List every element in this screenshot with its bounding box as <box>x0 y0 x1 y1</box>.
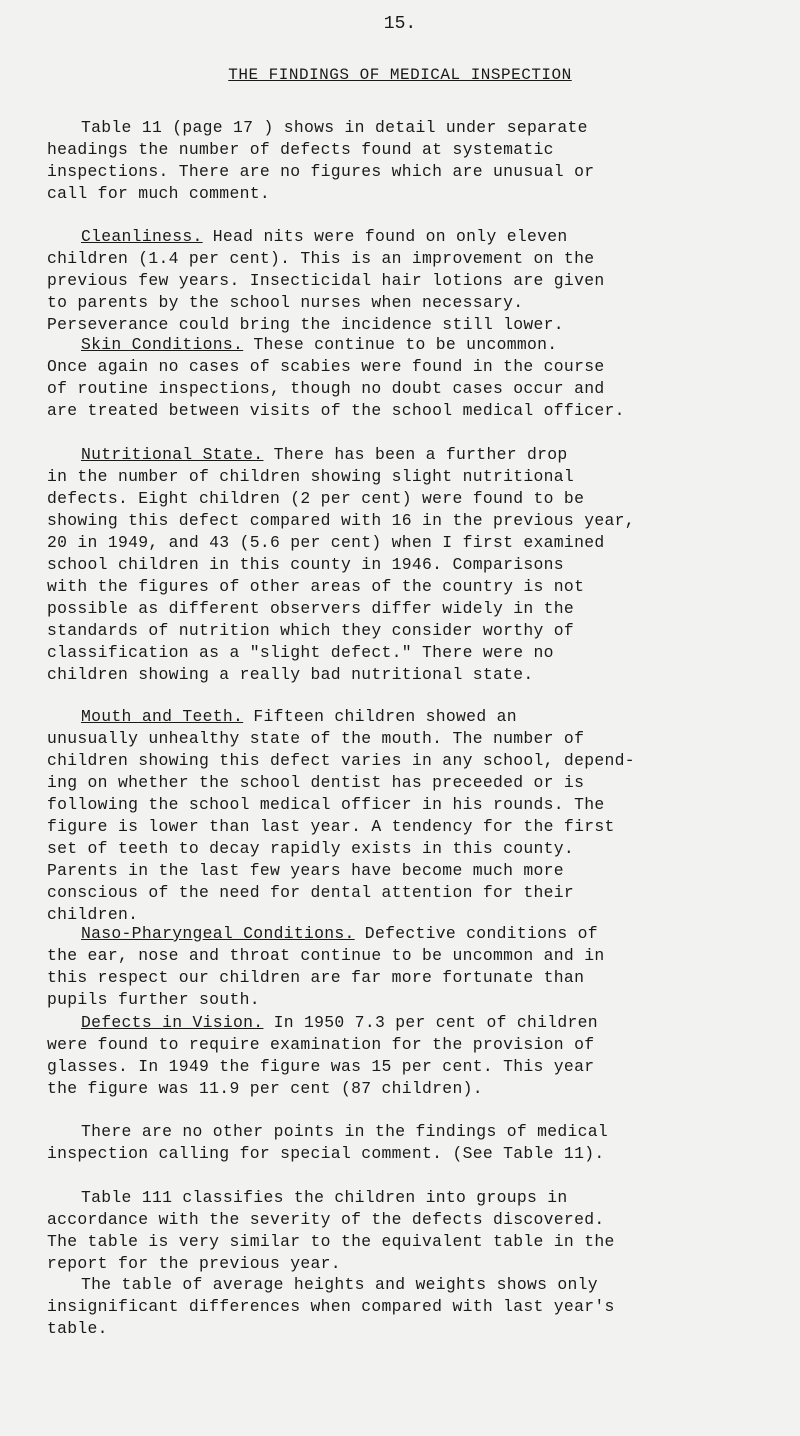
paragraph-text: Head nits were found on only eleven children (1.4 per cent). This is an improvement on the previous few years. Insecticidal hair lotions are given to parents by the school nurses when necessary. Perseverance could bring the incidence still lower. <box>47 227 605 334</box>
paragraph-text: There are no other points in the findings of medical inspection calling for special comment. (See Table 11). <box>47 1122 609 1163</box>
section-heading: Cleanliness. <box>81 227 203 246</box>
paragraph-heights-weights <box>47 1274 727 1340</box>
paragraph-text: These continue to be uncommon. Once again no cases of scabies were found in the course of routine inspections, though no doubt cases occur and are treated between visits of the school medical officer. <box>47 335 625 420</box>
paragraph-text: The table of average heights and weights shows only insignificant differences when compared with last year's table. <box>47 1275 615 1338</box>
page-title: THE FINDINGS OF MEDICAL INSPECTION <box>228 66 572 84</box>
paragraph-text: Table 111 classifies the children into groups in accordance with the severity of the defects discovered. The table is very similar to the equivalent table in the report for the previous year. <box>47 1188 615 1273</box>
paragraph-nutritional-state <box>47 444 727 686</box>
page-number: 15. <box>383 14 417 34</box>
paragraph-other-points <box>47 1121 727 1165</box>
paragraph-cleanliness <box>47 226 727 336</box>
section-heading: Naso-Pharyngeal Conditions. <box>81 924 355 943</box>
section-heading: Mouth and Teeth. <box>81 707 244 726</box>
paragraph-mouth-teeth <box>47 706 727 926</box>
section-heading: Skin Conditions. <box>81 335 244 354</box>
paragraph-text: In 1950 7.3 per cent of children were found to require examination for the provision of glasses. In 1949 the figure was 15 per cent. This year the figure was 11.9 per cent (87 children). <box>47 1013 598 1098</box>
paragraph-text: Table 11 (page 17 ) shows in detail under separate headings the number of defects found at systematic inspections. There are no figures which are unusual or call for much comment. <box>47 118 595 203</box>
section-heading: Nutritional State. <box>81 445 264 464</box>
paragraph-text: Defective conditions of the ear, nose and throat continue to be uncommon and in this respect our children are far more fortunate than pupils further south. <box>47 924 605 1009</box>
paragraph-text: There has been a further drop in the number of children showing slight nutritional defects. Eight children (2 per cent) were found to be showing this defect compared with 16 in the previous year, 20 in 1949, and 43 (5.6 per cent) when I first examined school children in this county in 1946. Comparisons with the figures of other areas of the country is not possible as different observers differ widely in the standards of nutrition which they consider worthy of classification as a "slight defect." There were no children showing a really bad nutritional state. <box>47 445 635 684</box>
paragraph-intro <box>47 117 727 205</box>
paragraph-vision-defects <box>47 1012 727 1100</box>
paragraph-naso-pharyngeal <box>47 923 727 1011</box>
section-heading: Defects in Vision. <box>81 1013 264 1032</box>
paragraph-text: Fifteen children showed an unusually unhealthy state of the mouth. The number of children showing this defect varies in any school, depend- ing on whether the school dentist has preceeded or is following the school medical officer in his rounds. The figure is lower than last year. A tendency for the first set of teeth to decay rapidly exists in this county. Parents in the last few years have become much more conscious of the need for dental attention for their children. <box>47 707 635 924</box>
paragraph-table-111 <box>47 1187 727 1275</box>
paragraph-skin-conditions <box>47 334 727 422</box>
